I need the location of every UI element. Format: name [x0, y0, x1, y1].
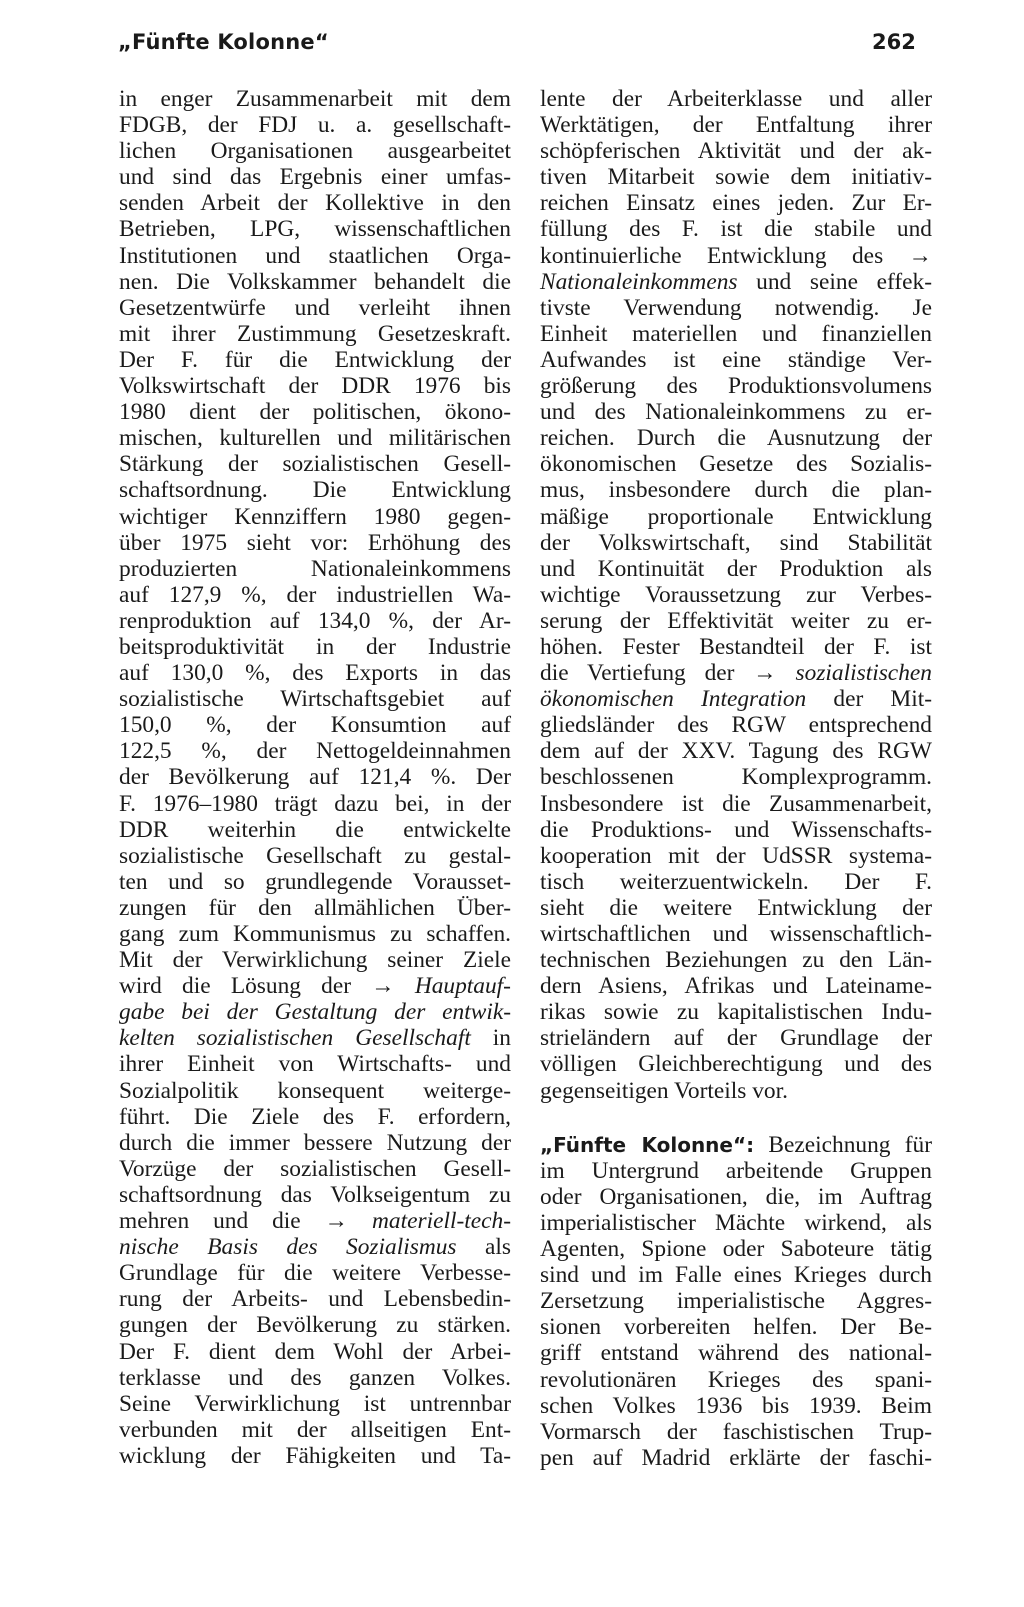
- text-line: in enger Zusammenarbeit mit dem: [119, 86, 511, 112]
- text-line: gang zum Kommunismus zu schaffen.: [119, 921, 511, 947]
- text-line: Vorzüge der sozialistischen Gesell-: [119, 1155, 511, 1182]
- cross-reference-link[interactable]: Hauptauf-: [414, 973, 511, 1000]
- text-line: renproduktion auf 134,0 %, der Ar-: [119, 607, 511, 634]
- text-line: pen auf Madrid erklärte der faschi-: [540, 1444, 932, 1471]
- text-line: Agenten, Spione oder Saboteure tätig: [540, 1236, 932, 1263]
- text-line: gegenseitigen Vorteils vor.: [540, 1077, 788, 1104]
- text-line: der Bevölkerung auf 121,4 %. Der: [119, 764, 511, 791]
- text-line: reichen. Durch die Ausnutzung der: [540, 425, 932, 452]
- text-line: griff entstand während des national-: [540, 1340, 932, 1367]
- text-line: beitsproduktivität in der Industrie: [119, 633, 511, 660]
- text-line: Seine Verwirklichung ist untrennbar: [119, 1390, 511, 1417]
- text-line: die Produktions- und Wissenschafts-: [540, 816, 932, 843]
- text-fragment: wird die Lösung der: [119, 973, 352, 1000]
- text-fragment: als: [485, 1234, 511, 1261]
- text-line: terklasse und des ganzen Volkes.: [119, 1364, 511, 1391]
- text-line: 1980 dient der politischen, ökono-: [119, 399, 511, 426]
- text-line: Vormarsch der faschistischen Trup-: [540, 1418, 932, 1445]
- text-line: ihrer Einheit von Wirtschafts- und: [119, 1051, 511, 1078]
- text-fragment: die Vertiefung der: [540, 660, 735, 687]
- text-line: Volkswirtschaft der DDR 1976 bis: [119, 373, 511, 400]
- text-fragment: kontinuierliche Entwicklung des: [540, 242, 884, 269]
- text-line: FDGB, der FDJ u. a. gesellschaft-: [119, 112, 511, 139]
- text-line: nen. Die Volkskammer behandelt die: [119, 268, 511, 295]
- text-line: oder Organisationen, die, im Auftrag: [540, 1183, 932, 1210]
- text-line: im Untergrund arbeitende Gruppen: [540, 1157, 932, 1184]
- page-number: 262: [872, 30, 916, 54]
- text-line: sozialistische Wirtschaftsgebiet auf: [119, 686, 511, 713]
- text-line: wichtige Voraussetzung zur Verbes-: [540, 581, 932, 608]
- text-line: sind und im Falle eines Krieges durch: [540, 1262, 932, 1289]
- text-line: völligen Gleichberechtigung und des: [540, 1051, 932, 1078]
- cross-reference-link[interactable]: Nationaleinkommens: [540, 268, 738, 295]
- cross-reference-link[interactable]: gabe bei der Gestaltung der entwik-: [119, 999, 511, 1026]
- text-line: Insbesondere ist die Zusammenarbeit,: [540, 790, 932, 817]
- text-line: Institutionen und staatlichen Orga-: [119, 242, 511, 269]
- cross-reference-link[interactable]: materiell-tech-: [372, 1208, 511, 1235]
- text-line: reichen Einsatz eines jeden. Zur Er-: [540, 190, 932, 217]
- text-line: lente der Arbeiterklasse und aller: [540, 86, 932, 112]
- text-line: [119, 1234, 511, 1260]
- text-line: rikas sowie zu kapitalistischen Indu-: [540, 999, 932, 1026]
- text-line: imperialistischer Mächte wirkend, als: [540, 1209, 932, 1236]
- text-line: Sozialpolitik konsequent weiterge-: [119, 1077, 511, 1104]
- text-line: wicklung der Fähigkeiten und Ta-: [119, 1442, 511, 1469]
- text-line: [119, 1025, 511, 1051]
- text-line: [119, 1208, 511, 1234]
- text-line: Grundlage für die weitere Verbesse-: [119, 1260, 511, 1287]
- text-line: zungen für den allmählichen Über-: [119, 894, 511, 921]
- text-line: mit ihrer Zustimmung Gesetzeskraft.: [119, 320, 511, 347]
- text-fragment: der Mit-: [833, 686, 932, 713]
- text-line: revolutionären Krieges des spani-: [540, 1366, 932, 1393]
- text-line: tiven Mitarbeit sowie dem initiativ-: [540, 164, 932, 191]
- text-line: wirtschaftlichen und wissenschaftlich-: [540, 921, 932, 947]
- text-line: auf 127,9 %, der industriellen Wa-: [119, 581, 511, 608]
- left-column: [119, 86, 511, 1469]
- text-line: wichtiger Kennziffern 1980 gegen-: [119, 503, 511, 530]
- text-line: [119, 973, 511, 999]
- right-column: [540, 86, 932, 1471]
- text-line: sieht die weitere Entwicklung der: [540, 894, 932, 921]
- text-line: größerung des Produktionsvolumens: [540, 373, 932, 400]
- text-fragment: mehren und die: [119, 1208, 301, 1235]
- text-line: lichen Organisationen ausgearbeitet: [119, 138, 511, 165]
- text-line: durch die immer bessere Nutzung der: [119, 1129, 511, 1156]
- cross-reference-arrow: →: [371, 973, 395, 1000]
- text-line: der Volkswirtschaft, sind Stabilität: [540, 529, 932, 556]
- text-line: ten und so grundlegende Vorausset-: [119, 868, 511, 895]
- text-line: Der F. für die Entwicklung der: [119, 346, 511, 373]
- text-line: verbunden mit der allseitigen Ent-: [119, 1416, 511, 1443]
- text-line: und des Nationaleinkommens zu er-: [540, 399, 932, 426]
- text-line: mischen, kulturellen und militärischen: [119, 425, 511, 452]
- text-line: produzierten Nationaleinkommens: [119, 555, 511, 582]
- cross-reference-arrow: →: [908, 242, 932, 269]
- text-line: Einheit materiellen und finanziellen: [540, 320, 932, 347]
- text-line: schaftsordnung das Volkseigentum zu: [119, 1181, 511, 1208]
- cross-reference-link[interactable]: nische Basis des Sozialismus: [119, 1234, 457, 1261]
- text-line: gliedsländer des RGW entsprechend: [540, 712, 932, 739]
- text-line: Betrieben, LPG, wissenschaftlichen: [119, 216, 511, 243]
- cross-reference-arrow: →: [324, 1208, 349, 1235]
- text-line: füllung des F. ist die stabile und: [540, 216, 932, 243]
- text-line: und Kontinuität der Produktion als: [540, 555, 932, 582]
- text-line: mäßige proportionale Entwicklung: [540, 503, 932, 530]
- text-line: senden Arbeit der Kollektive in den: [119, 190, 511, 217]
- running-head: „Fünfte Kolonne“: [118, 30, 329, 54]
- text-line: technischen Beziehungen zu den Län-: [540, 947, 932, 974]
- text-line: höhen. Fester Bestandteil der F. ist: [540, 633, 932, 660]
- text-line: rung der Arbeits- und Lebensbedin-: [119, 1286, 511, 1313]
- text-line: mus, insbesondere durch die plan-: [540, 477, 932, 504]
- text-line: serung der Effektivität weiter zu er-: [540, 607, 932, 634]
- text-line: schaftsordnung. Die Entwicklung: [119, 477, 511, 504]
- text-line: Mit der Verwirklichung seiner Ziele: [119, 947, 511, 974]
- text-line: ökonomischen Gesetze des Sozialis-: [540, 451, 932, 478]
- text-line: [540, 686, 932, 712]
- text-line: F. 1976–1980 trägt dazu bei, in der: [119, 790, 511, 817]
- text-line: tivste Verwendung notwendig. Je: [540, 294, 932, 321]
- text-line: beschlossenen Komplexprogramm.: [540, 764, 932, 791]
- text-line: 122,5 %, der Nettogeldeinnahmen: [119, 738, 511, 765]
- text-line: schen Volkes 1936 bis 1939. Beim: [540, 1392, 932, 1419]
- text-line: [540, 269, 932, 295]
- text-line: dem auf der XXV. Tagung des RGW: [540, 738, 932, 765]
- text-line: kooperation mit der UdSSR systema-: [540, 842, 932, 869]
- cross-reference-link[interactable]: kelten sozialistischen Gesellschaft: [119, 1025, 471, 1052]
- text-line: über 1975 sieht vor: Erhöhung des: [119, 529, 511, 556]
- cross-reference-link[interactable]: sozialistischen: [795, 660, 932, 687]
- text-line: Gesetzentwürfe und verleiht ihnen: [119, 294, 511, 321]
- text-fragment: Bezeichnung für: [768, 1131, 932, 1158]
- text-line: 150,0 %, der Konsumtion auf: [119, 712, 511, 739]
- cross-reference-link[interactable]: ökonomischen Integration: [540, 686, 807, 713]
- text-fragment: in: [492, 1025, 511, 1052]
- text-line: Werktätigen, der Entfaltung ihrer: [540, 112, 932, 139]
- text-line: und sind das Ergebnis einer umfas-: [119, 164, 511, 191]
- text-line: [540, 660, 932, 686]
- text-line: tisch weiterzuentwickeln. Der F.: [540, 868, 932, 895]
- text-line: schöpferischen Aktivität und der ak-: [540, 138, 932, 165]
- text-line: Stärkung der sozialistischen Gesell-: [119, 451, 511, 478]
- text-line: dern Asiens, Afrikas und Lateiname-: [540, 973, 932, 1000]
- text-line: Zersetzung imperialistische Aggres-: [540, 1288, 932, 1315]
- text-line: sionen vorbereiten helfen. Der Be-: [540, 1314, 932, 1341]
- text-line: [540, 243, 932, 269]
- text-line: [119, 999, 511, 1025]
- entry-separator: [540, 1104, 932, 1132]
- text-fragment: und seine effek-: [756, 268, 932, 295]
- cross-reference-arrow: →: [753, 660, 777, 687]
- text-line: auf 130,0 %, des Exports in das: [119, 660, 511, 687]
- entry-first-line: [540, 1132, 932, 1158]
- text-line: führt. Die Ziele des F. erfordern,: [119, 1103, 511, 1130]
- text-line: sozialistische Gesellschaft zu gestal-: [119, 842, 511, 869]
- text-line: strieländern auf der Grundlage der: [540, 1025, 932, 1052]
- text-line: Der F. dient dem Wohl der Arbei-: [119, 1338, 511, 1365]
- text-line: gungen der Bevölkerung zu stärken.: [119, 1312, 511, 1339]
- text-line: DDR weiterhin die entwickelte: [119, 816, 511, 843]
- entry-lemma: „Fünfte Kolonne“:: [540, 1132, 755, 1157]
- text-line: Aufwandes ist eine ständige Ver-: [540, 346, 932, 373]
